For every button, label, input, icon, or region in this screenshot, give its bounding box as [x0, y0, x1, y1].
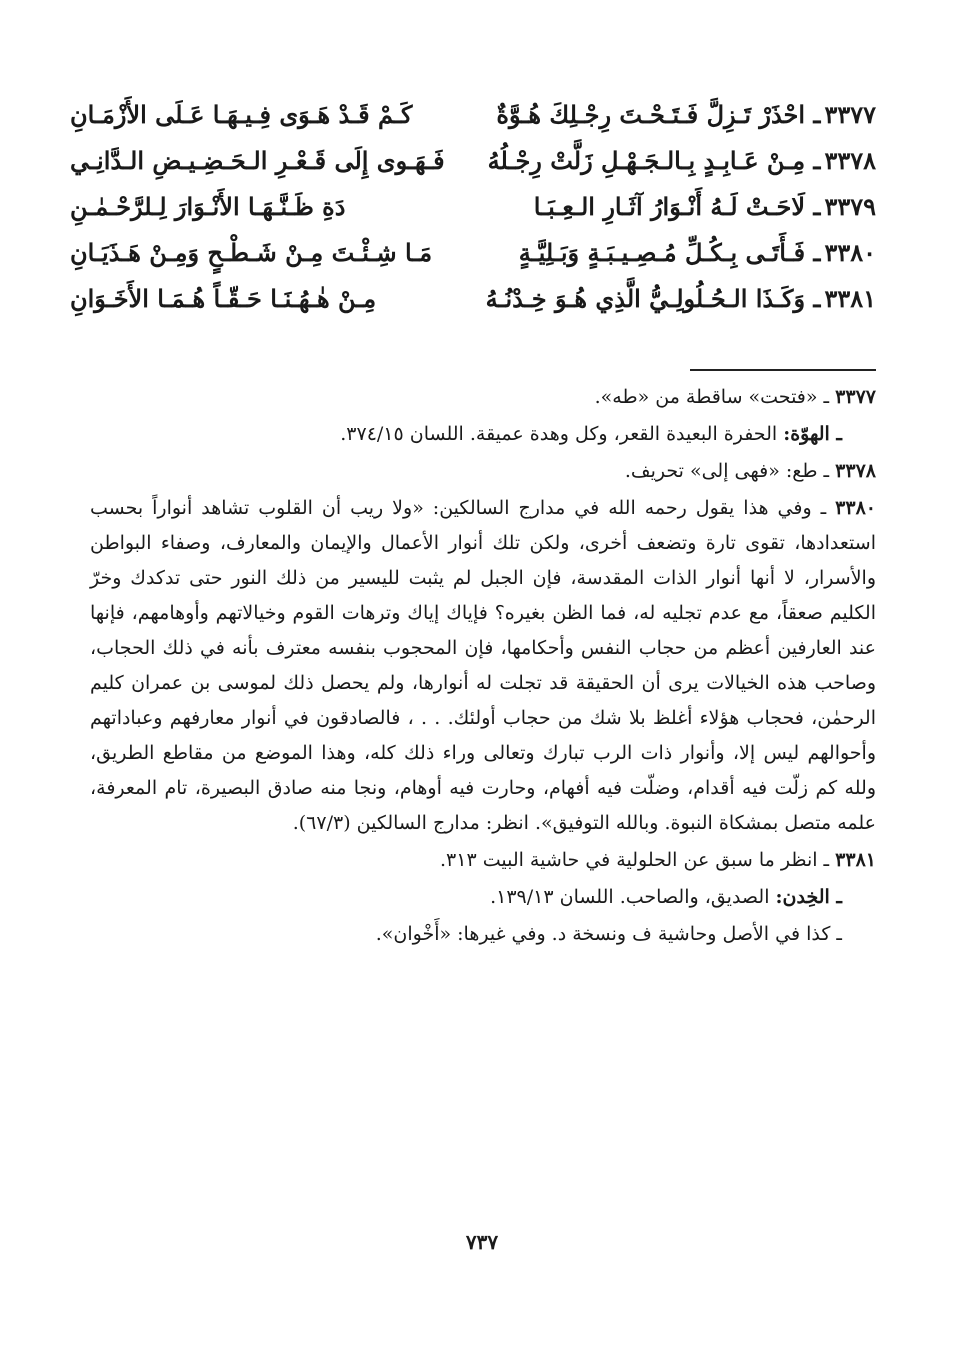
footnote-text: ـ «فتحت» ساقطة من «طه».	[594, 386, 830, 408]
footnote-3380	[90, 491, 876, 841]
footnote-text: ـ كذا في الأصل وحاشية ف ونسخة د. وفي غيرها: «أَخْوان».	[375, 923, 842, 945]
footnote-3378	[90, 454, 876, 489]
footnote-text: ـ انظر ما سبق عن الحلولية في حاشية البيت ٣١٣.	[439, 849, 830, 871]
verse-line	[70, 192, 876, 238]
footnote-number: ٣٣٨٠	[835, 497, 876, 519]
verse-second-hemistich: مَـا شِـئْـتَ مِـنْ شَـطْـحٍ وَمِـنْ هَـذَيَـانِ	[70, 238, 433, 267]
footnote-text: الصديق، والصاحب. اللسان ١٣٩/١٣.	[490, 886, 770, 908]
footnote-text: الحفرة البعيدة القعر، وكل وهدة عميقة. اللسان ٣٧٤/١٥.	[340, 423, 778, 445]
footnote-divider	[690, 369, 876, 371]
verse-second-hemistich: فَـهَـوى إِلَى قَـعْـرِ الـحَـضِـيـضِ الـدَّانِـي	[70, 146, 445, 175]
verse-second-hemistich: دَةِ ظَـنَّـهَـا الأَنْـوَارَ لِـلرَّحْـمٰـنِ	[70, 192, 346, 221]
verses-block	[70, 100, 876, 330]
verse-line	[70, 238, 876, 284]
footnote-number: ٣٣٧٧	[835, 386, 876, 408]
footnote-3377	[90, 380, 876, 415]
verse-line	[70, 146, 876, 192]
footnote-3381	[90, 843, 876, 878]
footnote-number: ٣٣٨١	[835, 849, 876, 871]
footnote-3381-variant	[90, 917, 876, 952]
footnote-number: ٣٣٧٨	[835, 460, 876, 482]
verse-first-hemistich: ٣٣٨٠ـ فَـأَتَـى بِـكُـلِّ مُـصِـيـبَـةٍ وَبَـلِيَّـةٍ	[518, 238, 876, 267]
verse-number: ٣٣٨٠	[824, 238, 876, 267]
footnote-term: ـ الخِدن:	[775, 886, 842, 908]
verse-first-hemistich: ٣٣٧٨ـ مِـنْ عَـابِـدٍ بِـالـجَـهْـلِ زَلَّتْ رِجْـلُهُ	[487, 146, 876, 175]
footnote-text: ـ وفي هذا يقول رحمه الله في مدارج السالكين: «ولا ريب أن القلوب تشاهد أنواراً بحسب استعدادها، تقوى تارة وتضعف أخرى، ولكن تلك أنوار الأعمال والإيمان والمعارف، وصفاء البواطن والأسرار، لا أنها أنوار الذات المقدسة، فإن الجبل لم يثبت لليسير من ذلك النور حتى تدكدك وخرّ الكليم صعقاً، مع عدم تجليه له، فما الظن بغيره؟ فإياك إياك وترهات القوم وخيالاتهم وأوهامهم، فإنها عند العارفين أعظم من حجاب النفس وأحكامها، فإن المحجوب بنفسه معترف بأنه في ذلك الحجاب، وصاحب هذه الخيالات يرى أن الحقيقة قد تجلت له أنوارها، ولم يحصل ذلك لموسى بن عمران كليم الرحمٰن، فحجاب هؤلاء أغلظ بلا شك من حجاب أولئك. . . ، فالصادقون في أنوار معارفهم وعباداتهم وأحوالهم ليس إلا، وأنوار ذات الرب تبارك وتعالى وراء ذلك كله، وهذا الموضع من مقاطع الطريق، ولله كم زلّت فيه أقدام، وضلّت فيه أفهام، وحارت فيه أوهام، ونجا منه صادق البصيرة، تام المعرفة، علمه متصل بمشكاة النبوة. وبالله التوفيق». انظر: مدارج السالكين (٦٧/٣).	[90, 497, 876, 834]
footnote-3381-definition	[90, 880, 876, 915]
page-number: ٧٣٧	[465, 1230, 499, 1254]
verse-first-hemistich: ٣٣٨١ـ وَكَـذَا الـحُـلُولِـيُّ الَّذِي هُـوَ خِـدْنُـهُ	[485, 284, 876, 313]
verse-first-hemistich: ٣٣٧٧ـ احْذَرْ تَـزِلَّ فَـتَـحْـتَ رِجْـلِكَ هُـوَّةٌ	[496, 100, 876, 129]
verse-number: ٣٣٧٩	[824, 192, 876, 221]
footnotes	[90, 380, 876, 954]
verse-line	[70, 284, 876, 330]
footnote-3377-definition	[90, 417, 876, 452]
verse-line	[70, 100, 876, 146]
verse-number: ٣٣٧٨	[824, 146, 876, 175]
footnote-text: ـ طع: «فهى إلى» تحريف.	[624, 460, 830, 482]
verse-number: ٣٣٧٧	[824, 100, 876, 129]
verse-number: ٣٣٨١	[824, 284, 876, 313]
footnote-term: ـ الهوّة:	[783, 423, 842, 445]
verse-second-hemistich: مِـنْ هٰـهُـنَـا حَـقّـاً هُـمَـا الأَخَـوَانِ	[70, 284, 377, 313]
verse-second-hemistich: كَـمْ قَـدْ هَـوَى فِـيـهَـا عَـلَى الأَزْمَـانِ	[70, 100, 413, 129]
verse-first-hemistich: ٣٣٧٩ـ لَاحَـتْ لَـهُ أَنْـوَارُ آثَـارِ الـعِـبَـا	[533, 192, 876, 221]
